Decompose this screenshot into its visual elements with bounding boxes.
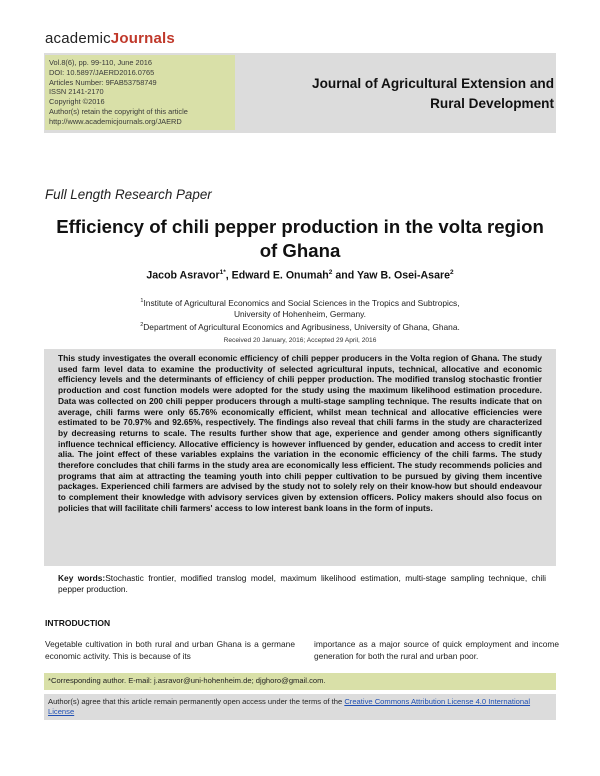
author-affiliation-mark: 1* — [219, 269, 226, 276]
meta-copyright: Copyright ©2016 — [49, 97, 105, 107]
author-affiliation-mark: 2 — [328, 269, 333, 276]
author-list — [20, 269, 580, 282]
meta-article-number: Articles Number: 9FAB53758749 — [49, 77, 157, 87]
meta-volume: Vol.8(6), pp. 99-110, June 2016 — [49, 58, 152, 67]
article-meta-box — [45, 55, 235, 130]
affiliation-text-cont: University of Hohenheim, Germany. — [233, 309, 367, 320]
body-column-left: Vegetable cultivation in both rural and urban Ghana is a germane economic activity. This is because of its — [45, 639, 295, 662]
license-link[interactable]: Creative Commons Attribution License 4.0 International License — [48, 697, 531, 716]
license-note — [44, 694, 556, 720]
abstract-box — [44, 349, 556, 566]
keywords — [58, 573, 546, 596]
received-accepted-dates: Received 20 January, 2016; Accepted 29 April, 2016 — [223, 337, 377, 344]
body-column-right: importance as a major source of quick employment and income generation for both the rural and urban poor. — [314, 639, 559, 662]
section-heading-introduction: INTRODUCTION — [45, 618, 111, 628]
author-separator: and — [332, 269, 357, 282]
paper-title — [30, 215, 570, 263]
logo-text-journals: Journals — [110, 30, 175, 47]
meta-issn: ISSN 2141-2170 — [49, 87, 104, 97]
publisher-logo — [45, 30, 175, 47]
journal-title — [274, 74, 554, 114]
keywords-text: Stochastic frontier, modified translog model, maximum likelihood estimation, multi-stage sampling technique, chili pepper production. — [58, 573, 546, 595]
meta-rights: Author(s) retain the copyright of this article — [49, 106, 188, 116]
abstract-text: This study investigates the overall economic efficiency of chili pepper producers in the Volta region of Ghana. The study used farm level data to examine the productivity of selected agricultural inputs, technical, allocative and economic efficiency levels and the determinants of efficiency of chili pepper production. The modified translog stochastic frontier production and cost function models were adopted for the study using the maximum likelihood estimation procedure. Data was collected on 200 chili pepper producers through a multi-stage sampling technique. The results indicate that on average, chili farms were only 65.76% economically efficient, whilst mean technical and allocative efficiencies were estimated to be 70.97% and 92.65%, respectively. The findings also reveal that chili farms in the study are characterized by decreasing returns to scale. The results further show that age, experience and gender among others significantly influence technical efficiency. Allocative efficiency is however influenced by gender, education and access to credit inter alia. The joint effect of these variables explains the variation in the economic efficiency of the chili farms. The study therefore concludes that chili farms in the study area are economically less efficient. The study recommends policies and programs that aim at attracting the teaming youth into chili pepper cultivation to be pursued by giving them incentive packages. Experienced chili farmers are advised by the study not to solely rely on their know-how but should endeavour to complement their knowledge with advisory services given by extension officers. Policy makers should also focus on policies that will facilitate chili farmers' access to low interest bank loans in the form of inputs. — [58, 353, 542, 513]
keywords-label: Key words: — [58, 573, 106, 583]
logo-text-academic: academic — [45, 30, 111, 47]
corresponding-author-note: *Corresponding author. E-mail: j.asravor@uni-hohenheim.de; djghoro@gmail.com. — [44, 673, 556, 690]
affiliation-1 — [40, 296, 560, 321]
affiliation-text: Department of Agricultural Economics and Agribusiness, University of Ghana, Ghana. — [143, 321, 460, 332]
affiliation-number: 1 — [140, 298, 144, 304]
paper-title-line2: of Ghana — [259, 240, 341, 261]
meta-url[interactable]: http://www.academicjournals.org/JAERD — [49, 116, 182, 126]
author-name: Edward E. Onumah — [231, 269, 329, 282]
paper-title-line1: Efficiency of chili pepper production in the volta region — [56, 216, 544, 237]
author-name: Yaw B. Osei-Asare — [356, 269, 450, 282]
affiliation-2 — [40, 320, 560, 333]
affiliation-text: Institute of Agricultural Economics and Social Sciences in the Tropics and Subtropics, — [143, 297, 460, 308]
paper-type: Full Length Research Paper — [45, 187, 212, 202]
license-text: Author(s) agree that this article remain permanently open access under the terms of the — [48, 697, 345, 706]
author-name: Jacob Asravor — [146, 269, 220, 282]
meta-doi: DOI: 10.5897/JAERD2016.0765 — [49, 67, 155, 77]
author-separator: , — [225, 269, 232, 282]
journal-title-line2: Rural Development — [430, 96, 554, 111]
author-affiliation-mark: 2 — [449, 269, 454, 276]
affiliation-number: 2 — [140, 322, 144, 328]
journal-title-line1: Journal of Agricultural Extension and — [312, 76, 554, 91]
